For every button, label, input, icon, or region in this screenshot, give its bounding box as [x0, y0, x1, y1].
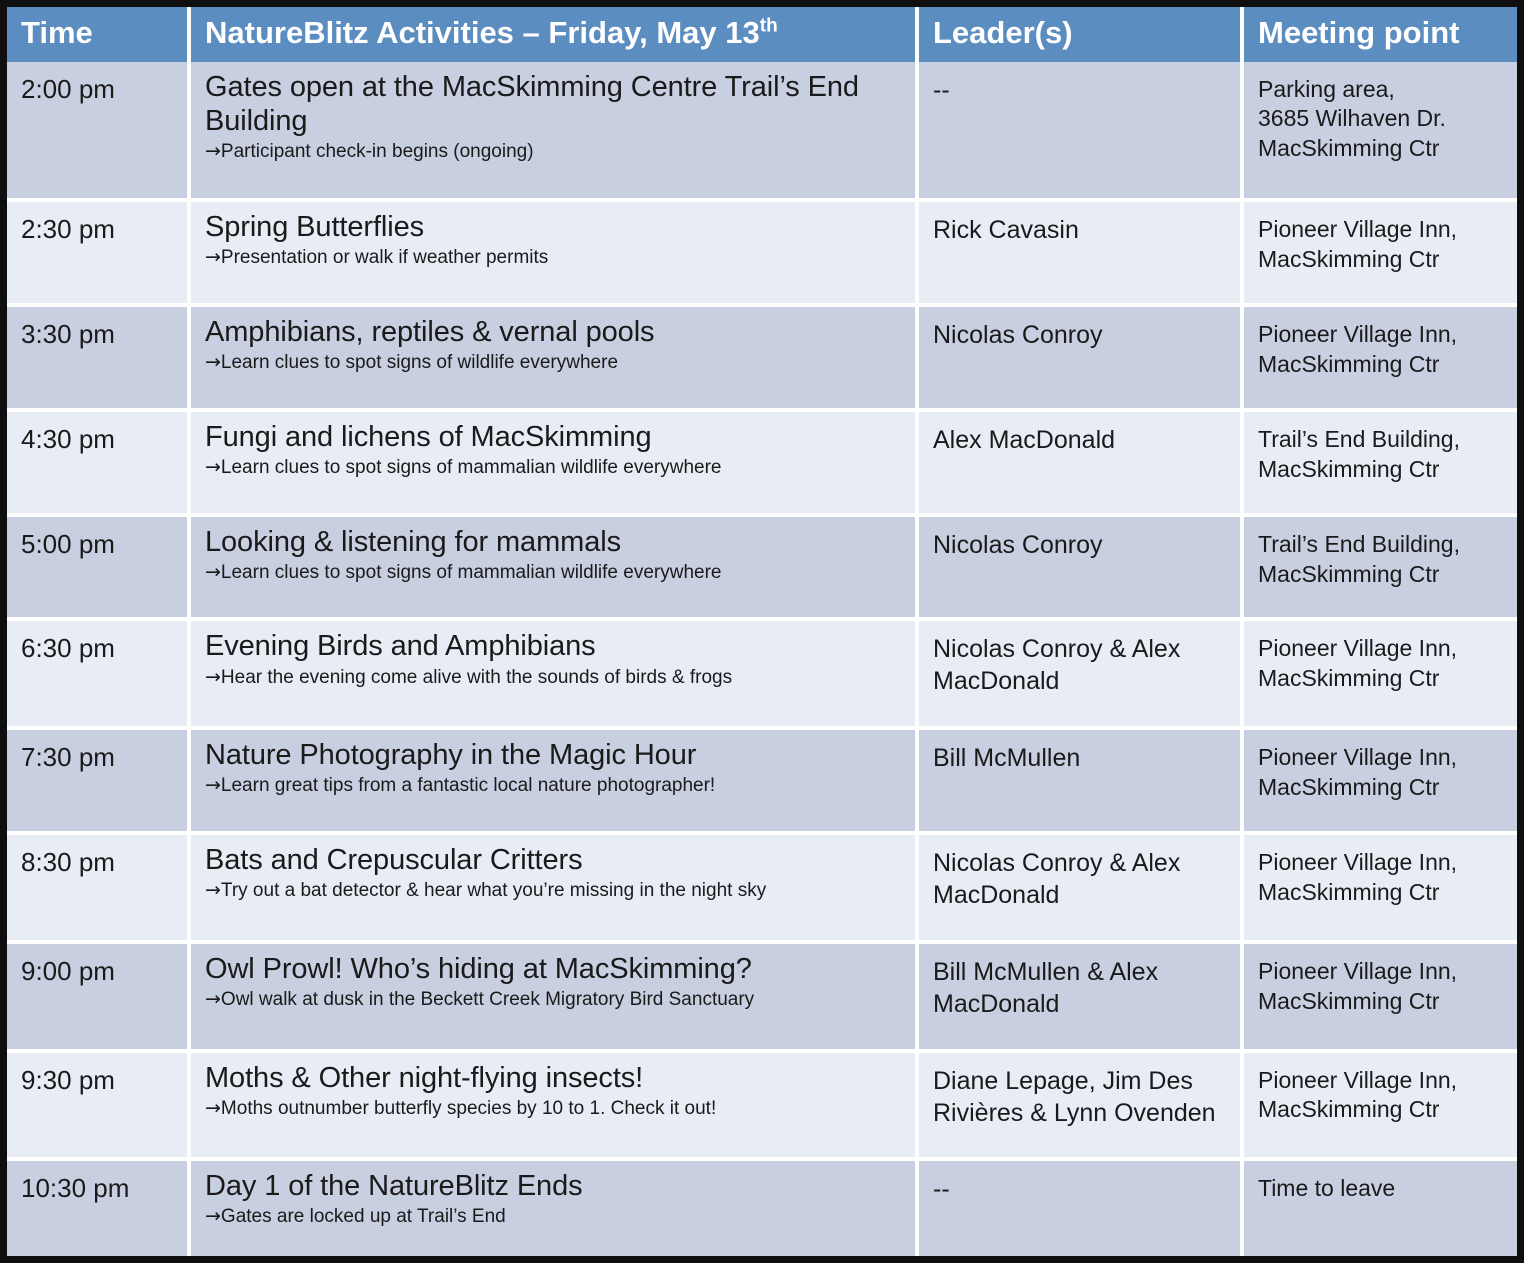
activity-description: [205, 456, 905, 480]
cell-time: 2:00 pm: [7, 62, 189, 201]
cell-time: 9:00 pm: [7, 942, 189, 1051]
header-row: [7, 7, 1517, 62]
arrow-right-icon: →: [205, 139, 221, 162]
activity-description-text: Learn great tips from a fantastic local nature photographer!: [220, 775, 716, 797]
arrow-right-icon: →: [205, 1096, 221, 1119]
activity-description: [205, 561, 905, 585]
table-body: [7, 62, 1517, 1256]
cell-leader: Nicolas Conroy: [917, 305, 1242, 410]
arrow-right-icon: →: [205, 456, 221, 478]
activity-description-text: Learn clues to spot signs of mammalian wildlife everywhere: [220, 457, 722, 478]
schedule-table: [7, 7, 1517, 1256]
activity-description: [205, 140, 905, 164]
table-row: [7, 833, 1517, 942]
activity-description-text: Presentation or walk if weather permits: [220, 247, 549, 269]
activity-description: [205, 988, 905, 1012]
cell-activity: [189, 410, 917, 515]
arrow-right-icon: →: [205, 879, 221, 902]
activity-title: Evening Birds and Amphibians: [205, 630, 596, 663]
cell-meeting-point: Pioneer Village Inn, MacSkimming Ctr: [1242, 833, 1517, 942]
arrow-right-icon: →: [205, 351, 221, 374]
activity-description-text: Participant check-in begins (ongoing): [220, 140, 534, 162]
cell-meeting-point: Pioneer Village Inn, MacSkimming Ctr: [1242, 619, 1517, 728]
activity-title: Gates open at the MacSkimming Centre Trail’s End Building: [205, 70, 859, 137]
activity-description-text: Hear the evening come alive with the sounds of birds & frogs: [220, 666, 733, 688]
table-row: [7, 410, 1517, 515]
cell-meeting-point: Trail’s End Building, MacSkimming Ctr: [1242, 515, 1517, 620]
table-row: [7, 1159, 1517, 1256]
cell-activity: [189, 1159, 917, 1256]
arrow-right-icon: →: [205, 774, 221, 797]
cell-leader: Bill McMullen & Alex MacDonald: [917, 942, 1242, 1051]
cell-time: 5:00 pm: [7, 515, 189, 620]
cell-meeting-point: Trail’s End Building, MacSkimming Ctr: [1242, 410, 1517, 515]
column-header-activities-text: NatureBlitz Activities – Friday, May 13: [205, 15, 760, 50]
table-row: [7, 942, 1517, 1051]
table-row: [7, 515, 1517, 620]
activity-description-text: Gates are locked up at Trail’s End: [220, 1206, 506, 1228]
cell-meeting-point: Pioneer Village Inn, MacSkimming Ctr: [1242, 942, 1517, 1051]
activity-description: [205, 1097, 905, 1121]
table-row: [7, 619, 1517, 728]
arrow-right-icon: →: [205, 665, 221, 688]
column-header-leaders: Leader(s): [917, 7, 1242, 62]
table-row: [7, 728, 1517, 833]
activity-description: [205, 666, 905, 690]
cell-leader: --: [917, 62, 1242, 201]
activity-description-text: Moths outnumber butterfly species by 10 to 1. Check it out!: [220, 1097, 717, 1119]
cell-time: 2:30 pm: [7, 200, 189, 305]
column-header-activities-ordinal: th: [759, 15, 778, 37]
activity-description: [205, 879, 905, 903]
table-row: [7, 62, 1517, 201]
cell-activity: [189, 1051, 917, 1160]
activity-title: Owl Prowl! Who’s hiding at MacSkimming?: [205, 952, 752, 985]
cell-time: 7:30 pm: [7, 728, 189, 833]
cell-meeting-point: Pioneer Village Inn, MacSkimming Ctr: [1242, 200, 1517, 305]
cell-leader: Nicolas Conroy & Alex MacDonald: [917, 833, 1242, 942]
cell-leader: Nicolas Conroy: [917, 515, 1242, 620]
cell-meeting-point: Parking area, 3685 Wilhaven Dr. MacSkimming Ctr: [1242, 62, 1517, 201]
arrow-right-icon: →: [205, 560, 221, 583]
cell-activity: [189, 515, 917, 620]
activity-description-text: Owl walk at dusk in the Beckett Creek Migratory Bird Sanctuary: [220, 989, 755, 1010]
cell-leader: Rick Cavasin: [917, 200, 1242, 305]
arrow-right-icon: →: [205, 988, 221, 1010]
column-header-activities: [189, 7, 917, 62]
activity-title: Fungi and lichens of MacSkimming: [205, 420, 652, 453]
cell-leader: Alex MacDonald: [917, 410, 1242, 515]
cell-leader: Nicolas Conroy & Alex MacDonald: [917, 619, 1242, 728]
cell-activity: [189, 619, 917, 728]
cell-time: 4:30 pm: [7, 410, 189, 515]
cell-activity: [189, 200, 917, 305]
activity-description-text: Learn clues to spot signs of wildlife everywhere: [220, 352, 619, 374]
activity-title: Looking & listening for mammals: [205, 525, 621, 558]
column-header-meeting-point: Meeting point: [1242, 7, 1517, 62]
cell-activity: [189, 62, 917, 201]
activity-title: Amphibians, reptiles & vernal pools: [205, 315, 655, 348]
arrow-right-icon: →: [205, 246, 221, 269]
activity-description: [205, 1205, 905, 1229]
activity-description: [205, 246, 905, 270]
cell-time: 9:30 pm: [7, 1051, 189, 1160]
cell-time: 10:30 pm: [7, 1159, 189, 1256]
cell-activity: [189, 728, 917, 833]
cell-meeting-point: Pioneer Village Inn, MacSkimming Ctr: [1242, 305, 1517, 410]
activity-description-text: Learn clues to spot signs of mammalian wildlife everywhere: [220, 561, 722, 583]
cell-meeting-point: Pioneer Village Inn, MacSkimming Ctr: [1242, 1051, 1517, 1160]
cell-meeting-point: Pioneer Village Inn, MacSkimming Ctr: [1242, 728, 1517, 833]
column-header-time: Time: [7, 7, 189, 62]
activity-description: [205, 351, 905, 375]
cell-time: 8:30 pm: [7, 833, 189, 942]
cell-leader: --: [917, 1159, 1242, 1256]
activity-title: Nature Photography in the Magic Hour: [205, 739, 697, 772]
arrow-right-icon: →: [205, 1205, 221, 1228]
table-row: [7, 200, 1517, 305]
table-row: [7, 1051, 1517, 1160]
cell-activity: [189, 833, 917, 942]
activity-title: Spring Butterflies: [205, 211, 425, 244]
table-row: [7, 305, 1517, 410]
cell-meeting-point: Time to leave: [1242, 1159, 1517, 1256]
cell-leader: Bill McMullen: [917, 728, 1242, 833]
table-header: [7, 7, 1517, 62]
activity-description-text: Try out a bat detector & hear what you’re missing in the night sky: [220, 880, 767, 902]
activity-description: [205, 774, 905, 798]
cell-time: 3:30 pm: [7, 305, 189, 410]
activity-title: Day 1 of the NatureBlitz Ends: [205, 1170, 583, 1203]
cell-leader: Diane Lepage, Jim Des Rivières & Lynn Ovenden: [917, 1051, 1242, 1160]
cell-activity: [189, 942, 917, 1051]
activity-title: Bats and Crepuscular Critters: [205, 844, 583, 877]
cell-activity: [189, 305, 917, 410]
activity-title: Moths & Other night-flying insects!: [205, 1061, 644, 1094]
cell-time: 6:30 pm: [7, 619, 189, 728]
